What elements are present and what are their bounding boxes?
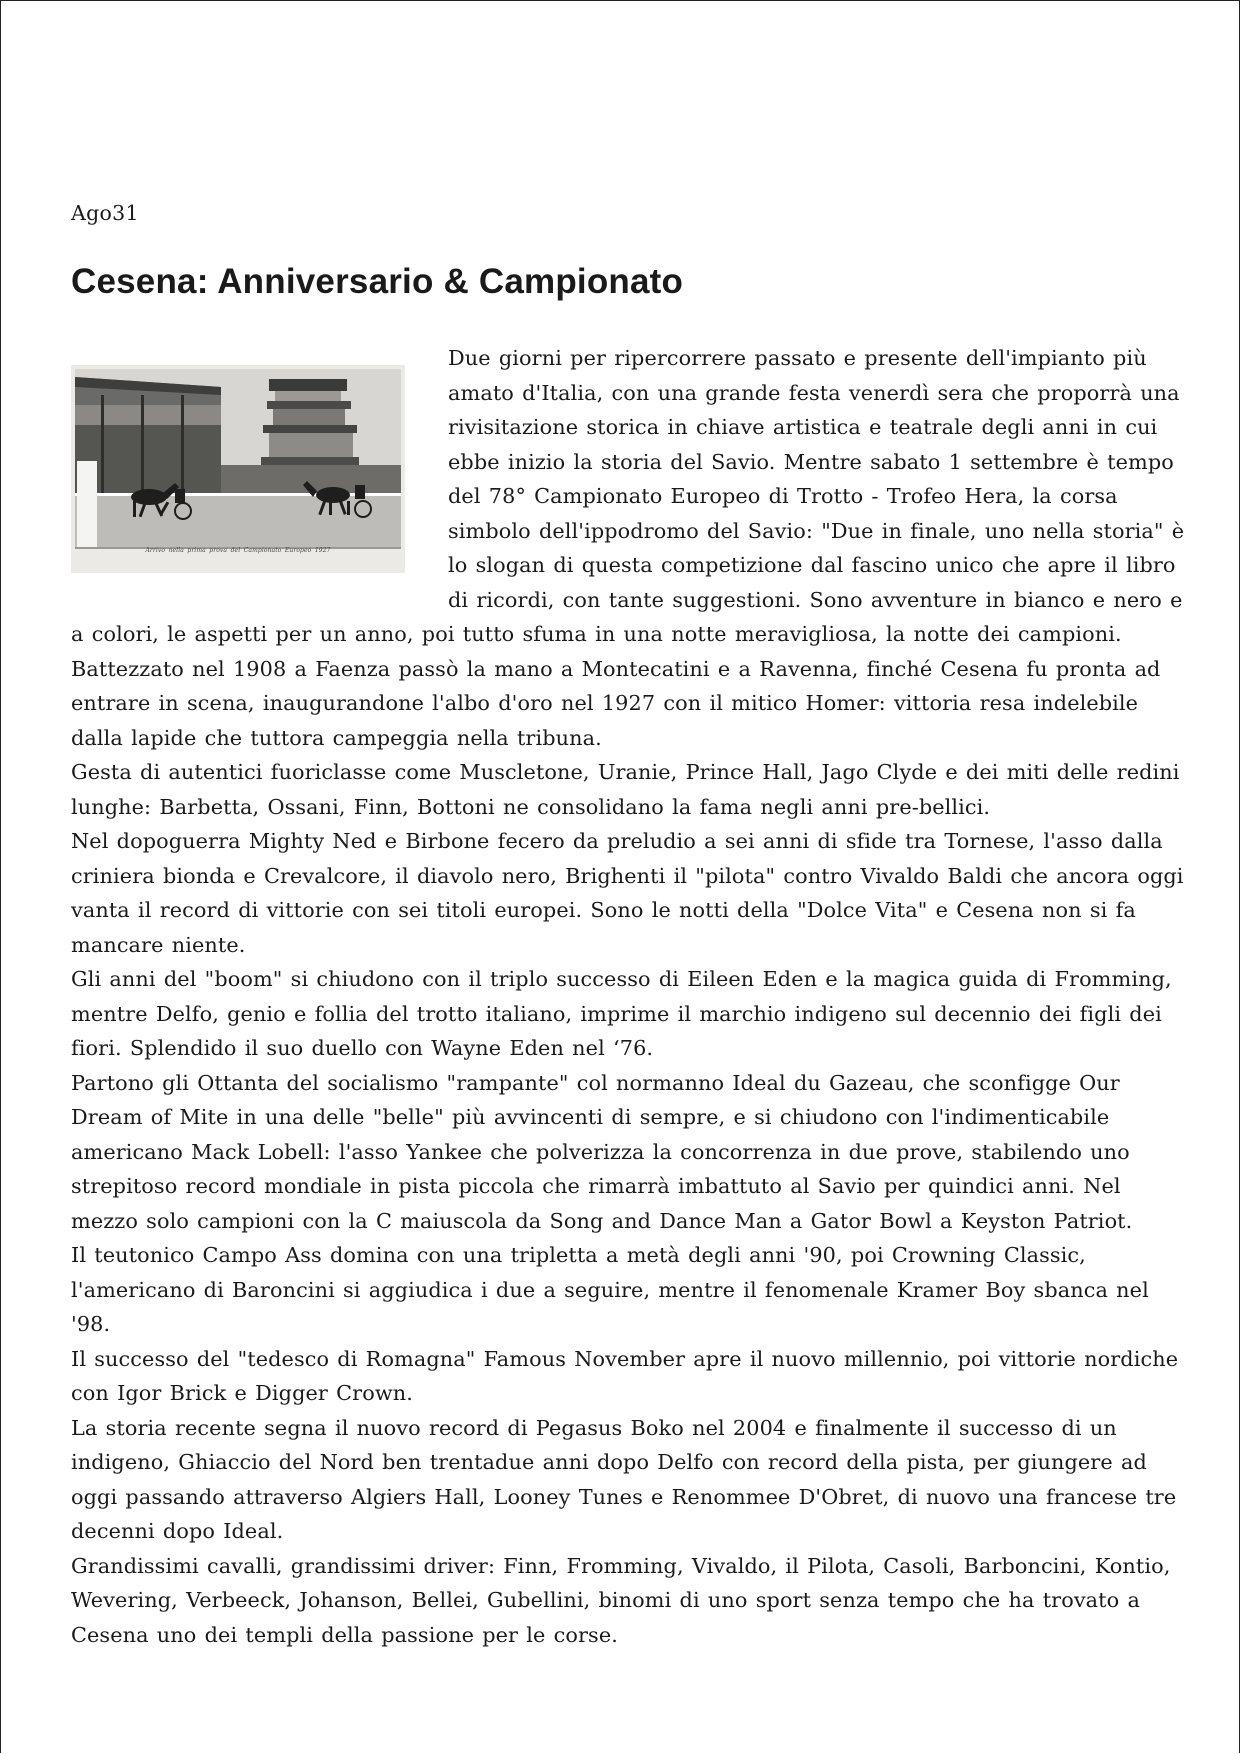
article-title: Cesena: Anniversario & Campionato — [71, 262, 684, 301]
paragraph: Gli anni del "boom" si chiudono con il triplo successo di Eileen Eden e la magica guida di Fromming, mentre Delfo, genio e follia del trotto italiano, imprime il marchio indigeno sul decennio dei figli dei fiori. Splendido il suo duello con Wayne Eden nel ‘76. — [71, 967, 1172, 1060]
post-date: Ago31 — [71, 201, 139, 225]
article-photo — [71, 365, 405, 573]
paragraph: Partono gli Ottanta del socialismo "rampante" col normanno Ideal du Gazeau, che sconfigge Our Dream of Mite in una delle "belle" più avvincenti di sempre, e si chiudono con l'indimenticabile americano Mack Lobell: l'asso Yankee che polverizza la concorrenza in due prove, stabilendo uno strepitoso record mondiale in pista piccola che rimarrà imbattuto al Savio per quindici anni. Nel mezzo solo campioni con la C maiuscola da Song and Dance Man a Gator Bowl a Keyston Patriot. — [71, 1070, 1133, 1233]
paragraph: Gesta di autentici fuoriclasse come Muscletone, Uranie, Prince Hall, Jago Clyde e dei miti delle redini lunghe: Barbetta, Ossani, Finn, Bottoni ne consolidano la fama negli anni pre-bellici. — [71, 760, 1180, 819]
paragraph: Nel dopoguerra Mighty Ned e Birbone fecero da preludio a sei anni di sfide tra Tornese, l'asso dalla criniera bionda e Crevalcore, il diavolo nero, Brighenti il "pilota" contro Vivaldo Baldi che ancora oggi vanta il record di vittorie con sei titoli europei. Sono le notti della "Dolce Vita" e Cesena non si fa mancare niente. — [71, 829, 1184, 957]
photo-caption: Arrivo nella prima prova del Campionato Europeo 1927 — [145, 546, 331, 554]
paragraph: La storia recente segna il nuovo record di Pegasus Boko nel 2004 e finalmente il successo di un indigeno, Ghiaccio del Nord ben trentadue anni dopo Delfo con record della pista, per giungere ad oggi passando attraverso Algiers Hall, Looney Tunes e Renommee D'Obret, di nuovo una francese tre decenni dopo Ideal. — [71, 1415, 1177, 1543]
paragraph: Due giorni per ripercorrere passato e presente dell'impianto più amato d'Italia, con una grande festa venerdì sera che proporrà una rivisitazione storica in chiave artistica e teatrale degli anni in cui ebbe inizio la storia del Savio. Mentre sabato 1 settembre è tempo del 78° Campionato Europeo di Trotto - Trofeo Hera, la corsa simbolo dell'ippodromo del Savio: "Due in finale, uno nella storia" è lo slogan di questa competizione dal fascino unico che apre il libro di ricordi, con tante suggestioni. Sono avventure in bianco e nero e a colori, le aspetti per un anno, poi tutto sfuma in una notte meravigliosa, la notte dei campioni. — [71, 346, 1185, 646]
paragraph: Il teutonico Campo Ass domina con una tripletta a metà degli anni '90, poi Crowning Classic, l'americano di Baroncini si aggiudica i due a seguire, mentre il fenomenale Kramer Boy sbanca nel '98. — [71, 1243, 1149, 1336]
paragraph: Battezzato nel 1908 a Faenza passò la mano a Montecatini e a Ravenna, finché Cesena fu pronta ad entrare in scena, inaugurandone l'albo d'oro nel 1927 con il mitico Homer: vittoria resa indelebile dalla lapide che tuttora campeggia nella tribuna. — [71, 656, 1161, 750]
paragraph: Grandissimi cavalli, grandissimi driver: Finn, Fromming, Vivaldo, il Pilota, Casoli, Barboncini, Kontio, Wevering, Verbeeck, Johanson, Bellei, Gubellini, binomi di uno sport senza tempo che ha trovato a Cesena uno dei templi della passione per le corse. — [71, 1553, 1171, 1647]
paragraph: Il successo del "tedesco di Romagna" Famous November apre il nuovo millennio, poi vittorie nordiche con Igor Brick e Digger Crown. — [71, 1346, 1179, 1405]
article-body — [71, 341, 1187, 1652]
